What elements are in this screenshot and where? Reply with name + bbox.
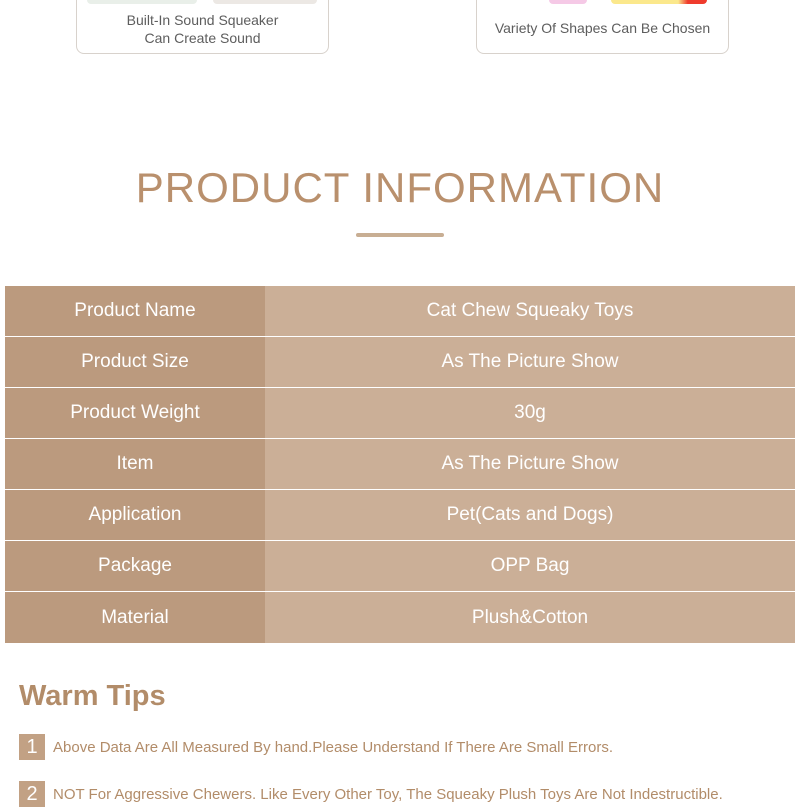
- feature-caption-line: Built-In Sound Squeaker: [126, 12, 279, 28]
- tip-item: [19, 734, 613, 760]
- row-label: Product Name: [5, 286, 265, 336]
- product-info-table: [5, 286, 795, 643]
- table-row: [5, 592, 795, 643]
- row-value: Cat Chew Squeaky Toys: [265, 286, 795, 336]
- table-row: [5, 337, 795, 388]
- row-value: 30g: [265, 388, 795, 438]
- table-row: [5, 286, 795, 337]
- warm-tips-title: Warm Tips: [19, 680, 166, 712]
- row-label: Package: [5, 541, 265, 591]
- row-label: Application: [5, 490, 265, 540]
- feature-image: [213, 0, 317, 4]
- tip-text: Above Data Are All Measured By hand.Please Understand If There Are Small Errors.: [53, 738, 614, 756]
- tip-number-badge: 2: [19, 781, 45, 807]
- feature-image: [611, 0, 707, 4]
- table-row: [5, 439, 795, 490]
- row-label: Item: [5, 439, 265, 489]
- section-title: PRODUCT INFORMATION: [135, 164, 665, 211]
- table-row: [5, 541, 795, 592]
- feature-card-shapes: [476, 0, 729, 54]
- row-value: As The Picture Show: [265, 337, 795, 387]
- title-divider: [356, 233, 444, 237]
- tip-text: NOT For Aggressive Chewers. Like Every Other Toy, The Squeaky Plush Toys Are Not Indestructible.: [53, 785, 723, 803]
- feature-caption-line: Variety Of Shapes Can Be Chosen: [494, 20, 711, 36]
- feature-caption: [477, 19, 728, 37]
- feature-caption: [77, 11, 328, 47]
- tip-number-badge: 1: [19, 734, 45, 760]
- table-row: [5, 490, 795, 541]
- row-value: Pet(Cats and Dogs): [265, 490, 795, 540]
- feature-caption-line: Can Create Sound: [144, 30, 261, 46]
- table-row: [5, 388, 795, 439]
- feature-card-squeaker: [76, 0, 329, 54]
- row-label: Material: [5, 592, 265, 643]
- tip-item: [19, 781, 723, 807]
- feature-image: [87, 0, 197, 4]
- row-value: OPP Bag: [265, 541, 795, 591]
- row-label: Product Size: [5, 337, 265, 387]
- row-value: Plush&Cotton: [265, 592, 795, 643]
- row-label: Product Weight: [5, 388, 265, 438]
- feature-image: [549, 0, 587, 4]
- row-value: As The Picture Show: [265, 439, 795, 489]
